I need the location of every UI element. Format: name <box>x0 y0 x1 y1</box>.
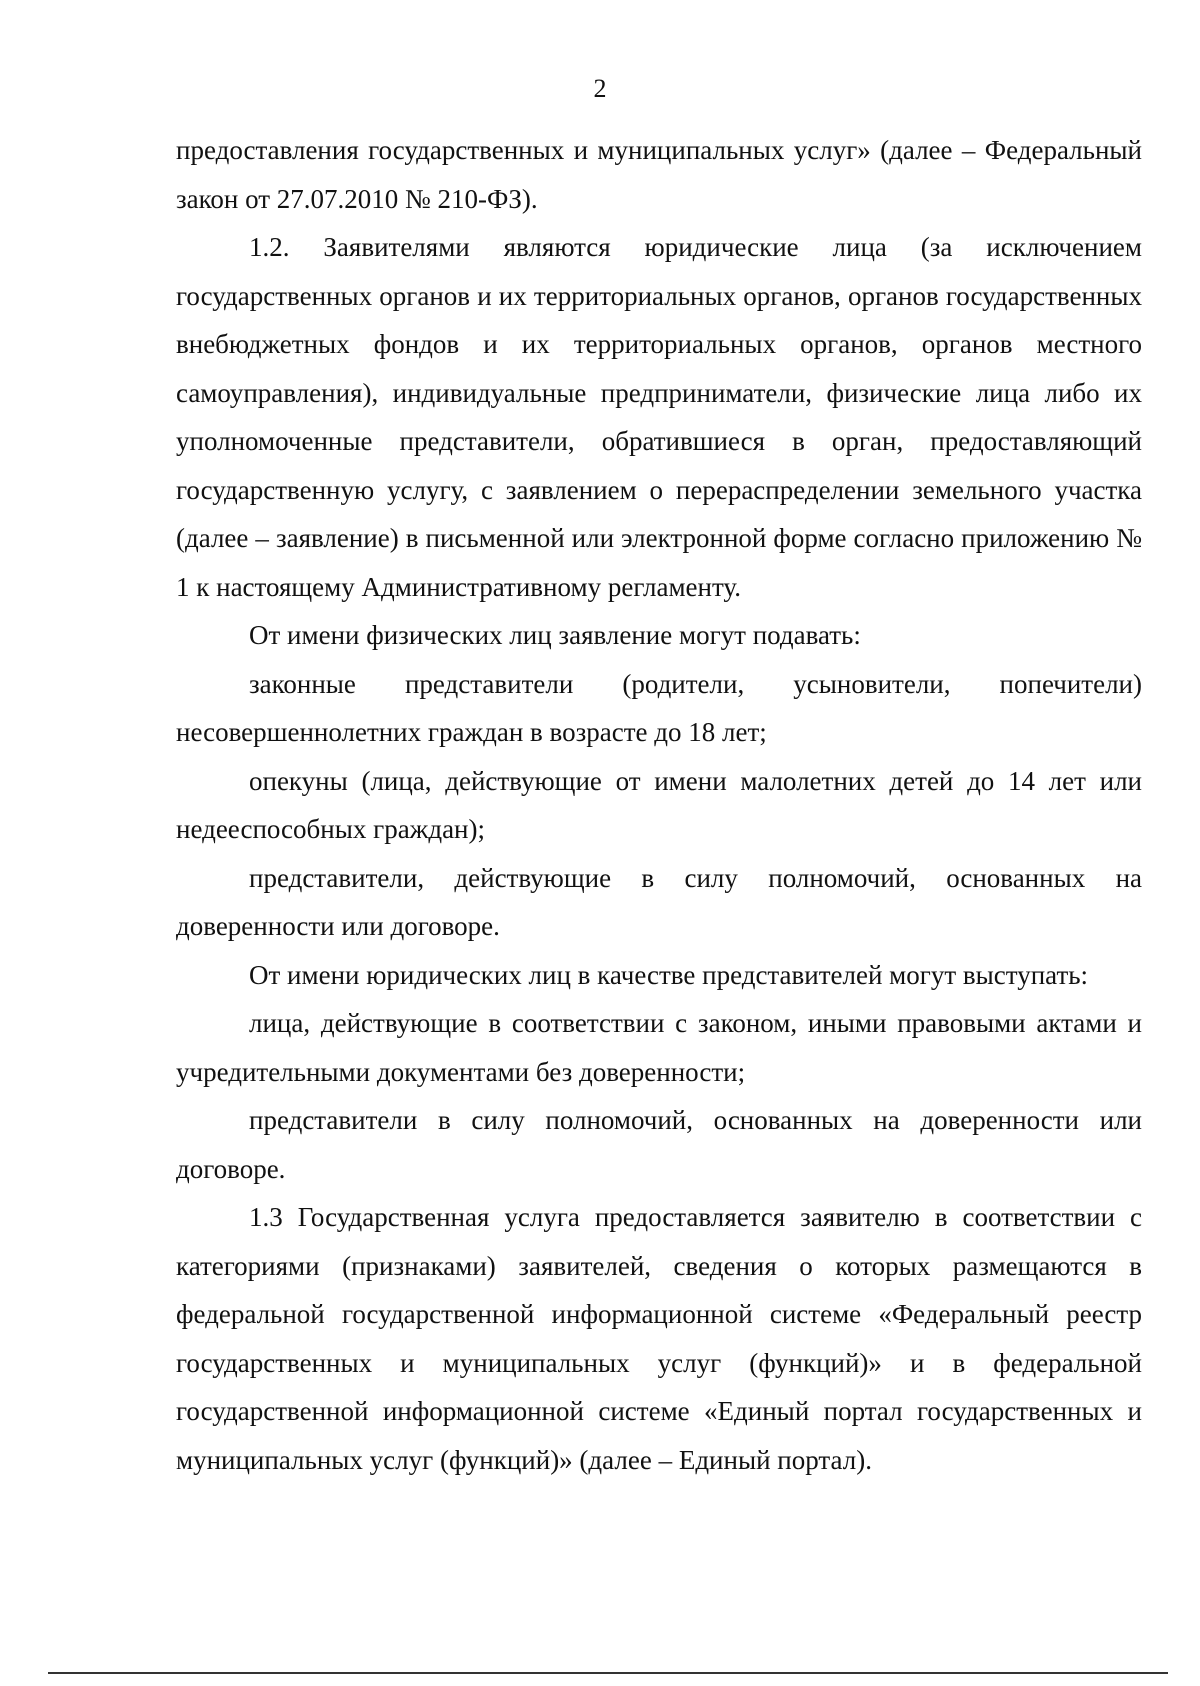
paragraph-legal-representatives: законные представители (родители, усыновители, попечители) несовершеннолетних граждан в возрасте до 18 лет; <box>176 668 1142 747</box>
paragraph-1-3-service: 1.3 Государственная услуга предоставляется заявителю в соответствии с категориями (признаками) заявителей, сведения о которых размещаются в федеральной государственной информационной системе «Федеральный реестр государственных и муниципальных услуг (функций)» и в федеральной государственной информационной системе «Единый портал государственных и муниципальных услуг (функций)» (далее – Единый портал). <box>176 1202 1142 1475</box>
paragraph-representatives-by-proxy: представители в силу полномочий, основанных на доверенности или договоре. <box>176 1105 1142 1184</box>
page-number: 2 <box>593 74 607 103</box>
document-body <box>176 126 1142 1484</box>
paragraph-proxy-representatives: представители, действующие в силу полномочий, основанных на доверенности или договоре. <box>176 862 1142 941</box>
paragraph-guardians: опекуны (лица, действующие от имени малолетних детей до 14 лет или недееспособных граждан); <box>176 765 1142 844</box>
paragraph-continuation: предоставления государственных и муниципальных услуг» (далее – Федеральный закон от 27.07.2010 № 210-ФЗ). <box>176 135 1142 214</box>
paragraph-1-2-applicants: 1.2. Заявителями являются юридические лица (за исключением государственных органов и их территориальных органов, органов государственных внебюджетных фондов и их территориальных органов, органов местного самоуправления), индивидуальные предприниматели, физические лица либо их уполномоченные представители, обратившиеся в орган, предоставляющий государственную услугу, с заявлением о перераспределении земельного участка (далее – заявление) в письменной или электронной форме согласно приложению № 1 к настоящему Административному регламенту. <box>176 232 1142 602</box>
paragraph-legal-entities-representatives: От имени юридических лиц в качестве представителей могут выступать: <box>249 959 1089 990</box>
paragraph-persons-without-proxy: лица, действующие в соответствии с законом, иными правовыми актами и учредительными документами без доверенности; <box>176 1008 1142 1087</box>
paragraph-individuals-representatives: От имени физических лиц заявление могут подавать: <box>249 620 861 650</box>
bottom-divider <box>48 1672 1168 1674</box>
